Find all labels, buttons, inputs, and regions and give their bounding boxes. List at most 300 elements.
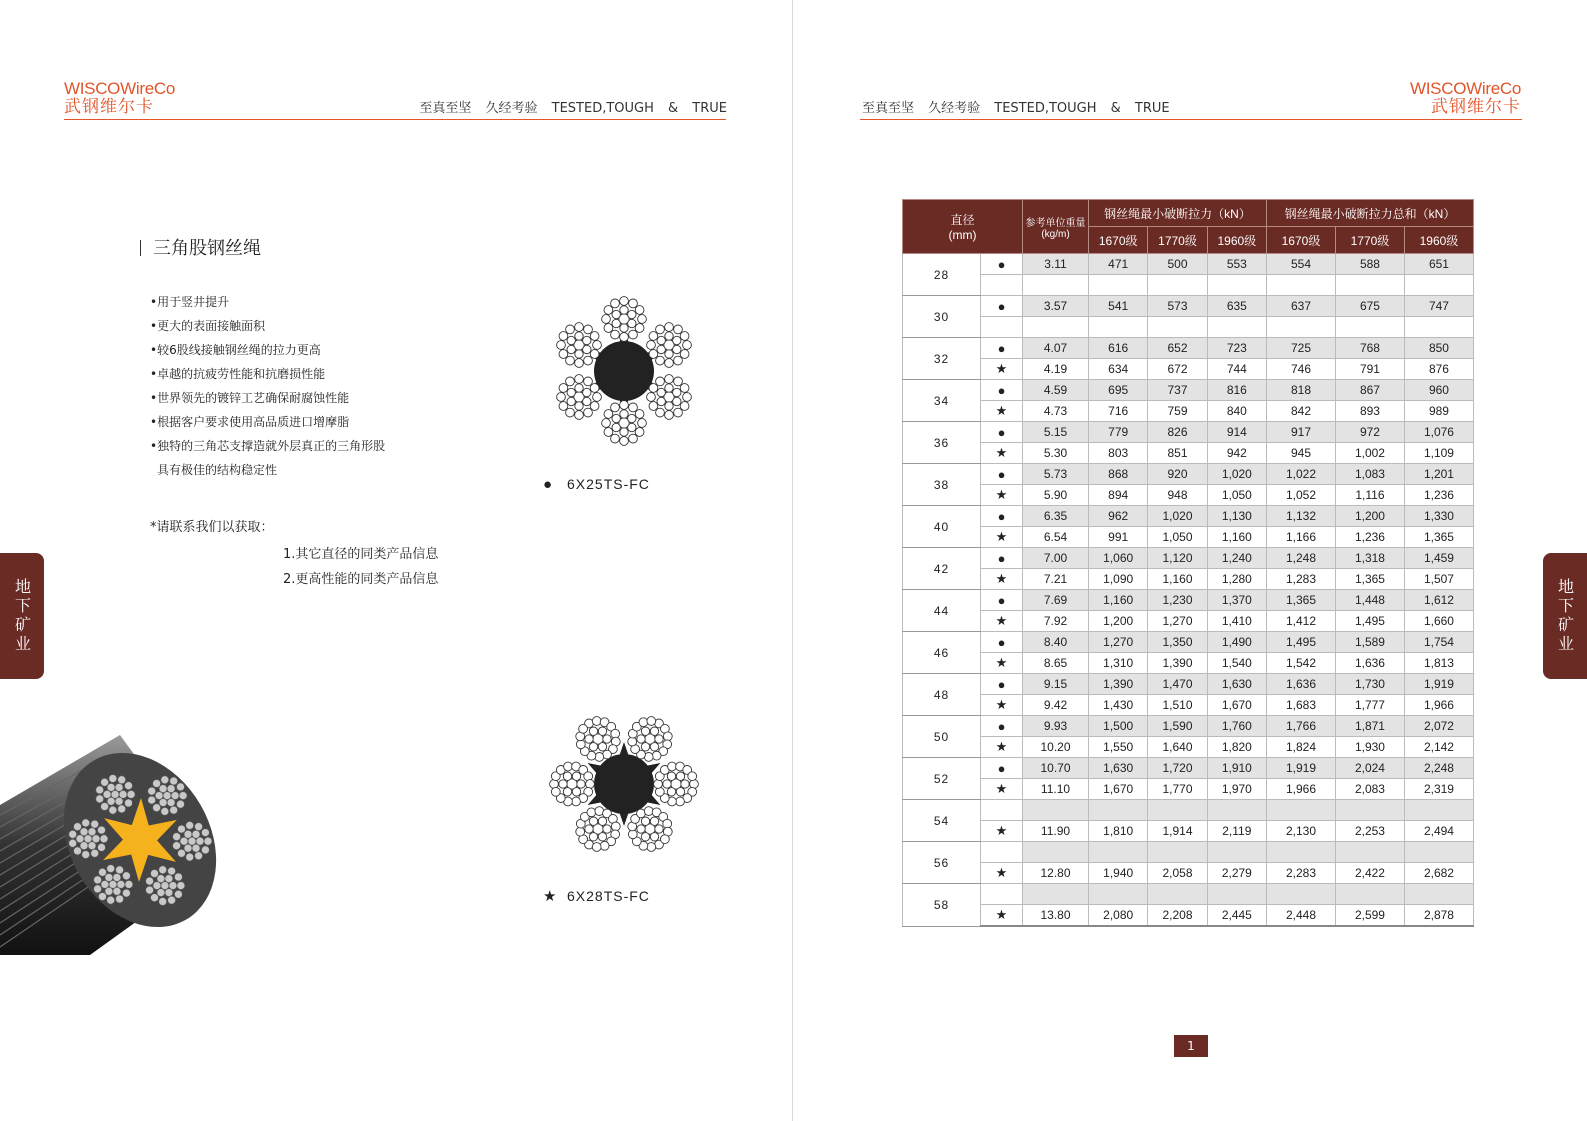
weight-cell: 9.42 <box>1023 695 1089 716</box>
force-cell: 1,550 <box>1089 737 1148 758</box>
weight-cell <box>1023 317 1089 338</box>
wire <box>146 886 154 894</box>
wire <box>620 401 629 410</box>
weight-cell: 7.00 <box>1023 548 1089 569</box>
force-cell: 759 <box>1148 401 1207 422</box>
force-cell: 616 <box>1089 338 1148 359</box>
wire <box>563 772 571 780</box>
wire <box>628 423 636 431</box>
wire <box>647 393 656 402</box>
wire <box>99 893 107 901</box>
weight-cell: 13.80 <box>1023 905 1089 927</box>
wire <box>676 797 685 806</box>
type-symbol-cell: ★ <box>981 443 1023 464</box>
wire <box>620 437 629 446</box>
wire <box>192 844 200 852</box>
wire <box>122 889 130 897</box>
wire <box>629 403 638 412</box>
wire <box>628 310 636 318</box>
force-cell: 1,670 <box>1089 779 1148 800</box>
diameter-cell: 32 <box>903 338 981 380</box>
side-tab-label: 地下矿业 <box>12 578 32 654</box>
wire <box>650 743 658 751</box>
wire <box>650 817 658 825</box>
weight-cell: 7.69 <box>1023 590 1089 611</box>
brand-name-cn: 武钢维尔卡 <box>1431 97 1521 117</box>
spec-table <box>902 199 1474 927</box>
force-cell: 1,970 <box>1207 779 1266 800</box>
force-cell <box>1335 842 1404 863</box>
wire <box>665 375 674 384</box>
wire <box>583 336 591 344</box>
feature-item: 具有极佳的结构稳定性 <box>157 463 278 477</box>
wire <box>635 306 644 315</box>
wire <box>635 324 644 333</box>
diameter-cell: 56 <box>903 842 981 884</box>
table-row <box>903 674 1474 695</box>
diameter-cell: 36 <box>903 422 981 464</box>
force-cell: 867 <box>1335 380 1404 401</box>
wire <box>668 762 677 771</box>
type-symbol-cell <box>981 275 1023 296</box>
type-symbol-cell <box>981 842 1023 863</box>
force-cell: 1,350 <box>1148 632 1207 653</box>
page-number: 1 <box>1174 1035 1208 1057</box>
force-cell: 1,120 <box>1148 548 1207 569</box>
rope-cross-section-6x25 <box>540 287 708 455</box>
wire <box>584 377 593 386</box>
force-cell <box>1335 800 1404 821</box>
diameter-cell: 28 <box>903 254 981 296</box>
wire <box>566 325 575 334</box>
type-symbol-cell: ★ <box>981 569 1023 590</box>
force-cell: 1,390 <box>1089 674 1148 695</box>
table-row <box>903 611 1474 632</box>
wire <box>665 402 673 410</box>
wire <box>674 325 683 334</box>
force-cell: 1,660 <box>1404 611 1473 632</box>
type-symbol-cell: ● <box>981 380 1023 401</box>
side-tab-left <box>0 553 44 679</box>
wire <box>620 428 628 436</box>
wire <box>575 411 584 420</box>
force-cell <box>1267 275 1336 296</box>
wire <box>195 852 203 860</box>
wire <box>629 434 638 443</box>
wire <box>148 787 156 795</box>
wire <box>184 844 192 852</box>
force-cell: 894 <box>1089 485 1148 506</box>
force-cell: 2,494 <box>1404 821 1473 842</box>
type-symbol-cell: ★ <box>981 653 1023 674</box>
wire <box>655 787 664 796</box>
force-cell: 768 <box>1335 338 1404 359</box>
table-row <box>903 443 1474 464</box>
feature-item: •独特的三角芯支撑造就外层真正的三角形股 <box>150 439 386 453</box>
force-cell <box>1207 842 1266 863</box>
wire <box>82 851 90 859</box>
type-symbol-cell: ● <box>981 632 1023 653</box>
wire <box>107 865 115 873</box>
wire <box>559 780 567 788</box>
wire <box>566 377 575 386</box>
wire <box>589 817 597 825</box>
force-cell: 960 <box>1404 380 1473 401</box>
wire <box>563 788 571 796</box>
wire <box>600 841 609 850</box>
wire <box>584 356 593 365</box>
wire <box>620 324 628 332</box>
force-cell: 1,283 <box>1267 569 1336 590</box>
weight-cell: 7.21 <box>1023 569 1089 590</box>
force-cell: 1,820 <box>1207 737 1266 758</box>
wire <box>96 795 104 803</box>
wire <box>603 735 611 743</box>
wire <box>550 780 559 789</box>
grade-header: 1770级 <box>1148 227 1207 254</box>
wire <box>649 350 658 359</box>
wire <box>153 780 161 788</box>
slogan-left: 至真至坚 久经考验 TESTED,TOUGH & TRUE <box>419 101 727 116</box>
brand-name-cn: 武钢维尔卡 <box>64 97 154 117</box>
wire <box>665 350 673 358</box>
type-symbol-cell: ● <box>981 758 1023 779</box>
wire <box>186 853 194 861</box>
wire <box>650 833 658 841</box>
wire <box>635 428 644 437</box>
wire <box>94 876 102 884</box>
wire <box>647 341 656 350</box>
brand-logo-left <box>64 80 175 116</box>
wire <box>655 825 663 833</box>
weight-cell: 6.35 <box>1023 506 1089 527</box>
force-cell <box>1089 842 1148 863</box>
force-cell: 1,050 <box>1148 527 1207 548</box>
type-symbol-cell: ★ <box>981 611 1023 632</box>
force-cell: 1,495 <box>1267 632 1336 653</box>
wire <box>635 410 644 419</box>
wire <box>107 896 115 904</box>
force-cell: 917 <box>1267 422 1336 443</box>
wire <box>657 345 665 353</box>
wire <box>584 408 593 417</box>
force-cell: 637 <box>1267 296 1336 317</box>
wire <box>583 345 591 353</box>
wire <box>566 408 575 417</box>
wire <box>590 402 599 411</box>
table-row <box>903 632 1474 653</box>
wire <box>661 835 670 844</box>
wire <box>680 350 689 359</box>
wire <box>629 330 638 339</box>
wire <box>88 828 96 836</box>
force-cell <box>1267 317 1336 338</box>
force-cell: 573 <box>1148 296 1207 317</box>
diameter-cell: 46 <box>903 632 981 674</box>
wire <box>586 780 595 789</box>
wire <box>598 833 606 841</box>
wire <box>644 807 653 816</box>
diameter-cell: 40 <box>903 506 981 548</box>
feature-item: •较6股线接触钢丝绳的拉力更高 <box>150 343 321 357</box>
wire <box>628 414 636 422</box>
force-cell: 1,590 <box>1148 716 1207 737</box>
wire <box>587 808 596 817</box>
force-cell: 1,510 <box>1148 695 1207 716</box>
weight-cell: 8.65 <box>1023 653 1089 674</box>
wire <box>598 743 606 751</box>
wire <box>575 350 583 358</box>
wire <box>611 330 620 339</box>
table-row <box>903 821 1474 842</box>
grade-header: 1770级 <box>1335 227 1404 254</box>
force-cell: 1,495 <box>1335 611 1404 632</box>
force-cell: 471 <box>1089 254 1148 275</box>
wire <box>663 732 672 741</box>
table-row <box>903 716 1474 737</box>
force-cell: 1,636 <box>1335 653 1404 674</box>
force-cell: 2,422 <box>1335 863 1404 884</box>
force-cell: 1,022 <box>1267 464 1336 485</box>
force-cell <box>1404 275 1473 296</box>
wire <box>592 717 601 726</box>
force-cell: 725 <box>1267 338 1336 359</box>
fibre-core <box>594 341 654 401</box>
force-cell: 972 <box>1335 422 1404 443</box>
force-cell: 1,507 <box>1404 569 1473 590</box>
header-weight-unit: (kg/m) <box>1041 228 1070 240</box>
wire <box>667 772 675 780</box>
force-cell: 1,052 <box>1267 485 1336 506</box>
header-aggregate-breaking-force: 钢丝绳最小破断拉力总和（kN） <box>1267 200 1474 227</box>
force-cell: 1,760 <box>1207 716 1266 737</box>
wire <box>173 842 181 850</box>
wire <box>201 829 209 837</box>
force-cell: 1,589 <box>1335 632 1404 653</box>
wire <box>179 792 187 800</box>
brand-name-en: WISCOWireCo <box>64 79 175 98</box>
wire <box>663 819 672 828</box>
force-cell: 876 <box>1404 359 1473 380</box>
wire <box>161 807 169 815</box>
wire <box>638 315 647 324</box>
wire <box>665 323 674 332</box>
force-cell: 1,236 <box>1335 527 1404 548</box>
diameter-cell: 54 <box>903 800 981 842</box>
force-cell <box>1089 884 1148 905</box>
force-cell: 1,500 <box>1089 716 1148 737</box>
table-row <box>903 863 1474 884</box>
wire <box>680 384 689 393</box>
wire <box>590 350 599 359</box>
force-cell: 2,283 <box>1267 863 1336 884</box>
force-cell: 1,130 <box>1207 506 1266 527</box>
force-cell: 1,060 <box>1089 548 1148 569</box>
wire <box>620 333 629 342</box>
force-cell: 1,002 <box>1335 443 1404 464</box>
wire <box>575 402 583 410</box>
table-row <box>903 254 1474 275</box>
wire <box>649 384 658 393</box>
force-cell <box>1148 842 1207 863</box>
wire <box>592 843 601 852</box>
force-cell <box>1089 317 1148 338</box>
weight-cell: 6.54 <box>1023 527 1089 548</box>
table-row <box>903 548 1474 569</box>
wire <box>603 825 611 833</box>
feature-item: •世界领先的镀锌工艺确保耐腐蚀性能 <box>150 391 350 405</box>
wire <box>650 727 658 735</box>
force-cell: 1,083 <box>1335 464 1404 485</box>
wire <box>602 315 611 324</box>
force-cell <box>1148 884 1207 905</box>
wire <box>113 874 121 882</box>
weight-cell: 8.40 <box>1023 632 1089 653</box>
force-cell <box>1404 884 1473 905</box>
diameter-cell: 44 <box>903 590 981 632</box>
wire <box>101 778 109 786</box>
type-symbol-cell <box>981 800 1023 821</box>
force-cell: 1,940 <box>1089 863 1148 884</box>
force-cell: 1,318 <box>1335 548 1404 569</box>
contact-heading: *请联系我们以获取： <box>150 520 274 535</box>
wire <box>647 717 656 726</box>
wire <box>629 299 638 308</box>
wire <box>122 872 130 880</box>
wire <box>186 821 194 829</box>
wire <box>559 384 568 393</box>
wire <box>178 849 186 857</box>
wire <box>557 341 566 350</box>
wire <box>148 796 156 804</box>
force-cell: 2,142 <box>1404 737 1473 758</box>
force-cell: 2,119 <box>1207 821 1266 842</box>
header-diameter <box>903 200 1023 254</box>
table-row <box>903 317 1474 338</box>
table-row <box>903 842 1474 863</box>
force-cell: 1,076 <box>1404 422 1473 443</box>
force-cell: 948 <box>1148 485 1207 506</box>
wire <box>641 817 649 825</box>
force-cell: 2,058 <box>1148 863 1207 884</box>
force-cell <box>1207 884 1266 905</box>
wire <box>69 830 77 838</box>
wire <box>589 743 597 751</box>
wire <box>612 423 620 431</box>
wire <box>94 885 102 893</box>
weight-cell: 7.92 <box>1023 611 1089 632</box>
force-cell: 2,024 <box>1335 758 1404 779</box>
wire <box>557 393 566 402</box>
force-cell: 723 <box>1207 338 1266 359</box>
force-cell: 553 <box>1207 254 1266 275</box>
weight-cell: 5.73 <box>1023 464 1089 485</box>
wire <box>575 332 583 340</box>
wire <box>103 790 111 798</box>
type-symbol-cell: ★ <box>981 401 1023 422</box>
wire <box>647 843 656 852</box>
weight-cell: 3.11 <box>1023 254 1089 275</box>
force-cell: 1,365 <box>1404 527 1473 548</box>
brand-name-en: WISCOWireCo <box>1410 79 1521 98</box>
force-cell: 803 <box>1089 443 1148 464</box>
wire <box>113 887 121 895</box>
wire <box>656 356 665 365</box>
wire <box>98 843 106 851</box>
force-cell: 1,612 <box>1404 590 1473 611</box>
type-symbol-cell: ● <box>981 422 1023 443</box>
side-tab-label: 地下矿业 <box>1555 578 1575 654</box>
wire <box>572 772 580 780</box>
wire <box>567 336 575 344</box>
force-cell: 500 <box>1148 254 1207 275</box>
type-symbol-cell: ● <box>981 296 1023 317</box>
force-cell: 893 <box>1335 401 1404 422</box>
type-symbol-cell: ★ <box>981 821 1023 842</box>
force-cell: 816 <box>1207 380 1266 401</box>
force-cell: 1,766 <box>1267 716 1336 737</box>
wire <box>590 332 599 341</box>
wire <box>109 806 117 814</box>
wire <box>177 783 185 791</box>
force-cell <box>1207 800 1266 821</box>
wire <box>593 341 602 350</box>
weight-cell: 5.90 <box>1023 485 1089 506</box>
wire <box>204 837 212 845</box>
wire <box>178 825 186 833</box>
force-cell: 1,540 <box>1207 653 1266 674</box>
wire <box>109 775 117 783</box>
type-symbol-cell <box>981 884 1023 905</box>
grade-header: 1960级 <box>1404 227 1473 254</box>
force-cell <box>1267 842 1336 863</box>
wire <box>576 827 585 836</box>
wire <box>656 408 665 417</box>
wire <box>184 830 192 838</box>
force-cell: 672 <box>1148 359 1207 380</box>
diameter-cell: 42 <box>903 548 981 590</box>
rope-cross-section-6x28 <box>540 700 708 868</box>
wire <box>577 780 585 788</box>
wire <box>674 356 683 365</box>
wire <box>688 772 697 781</box>
wire <box>88 842 96 850</box>
force-cell: 651 <box>1404 254 1473 275</box>
wire <box>620 306 628 314</box>
force-cell <box>1207 275 1266 296</box>
weight-cell: 10.70 <box>1023 758 1089 779</box>
force-cell: 1,270 <box>1148 611 1207 632</box>
force-cell: 1,365 <box>1267 590 1336 611</box>
force-cell: 1,248 <box>1267 548 1336 569</box>
side-tab-right <box>1543 553 1587 679</box>
wire <box>649 332 658 341</box>
type-symbol-cell: ● <box>981 674 1023 695</box>
header-rule-left <box>64 119 726 120</box>
wire <box>639 718 648 727</box>
weight-cell: 9.93 <box>1023 716 1089 737</box>
wire <box>575 384 583 392</box>
wire <box>146 877 154 885</box>
force-cell: 746 <box>1267 359 1336 380</box>
force-cell: 554 <box>1267 254 1336 275</box>
force-cell: 1,230 <box>1148 590 1207 611</box>
force-cell: 1,201 <box>1404 464 1473 485</box>
wire <box>174 890 182 898</box>
wire <box>96 786 104 794</box>
wire <box>151 870 159 878</box>
table-row <box>903 338 1474 359</box>
